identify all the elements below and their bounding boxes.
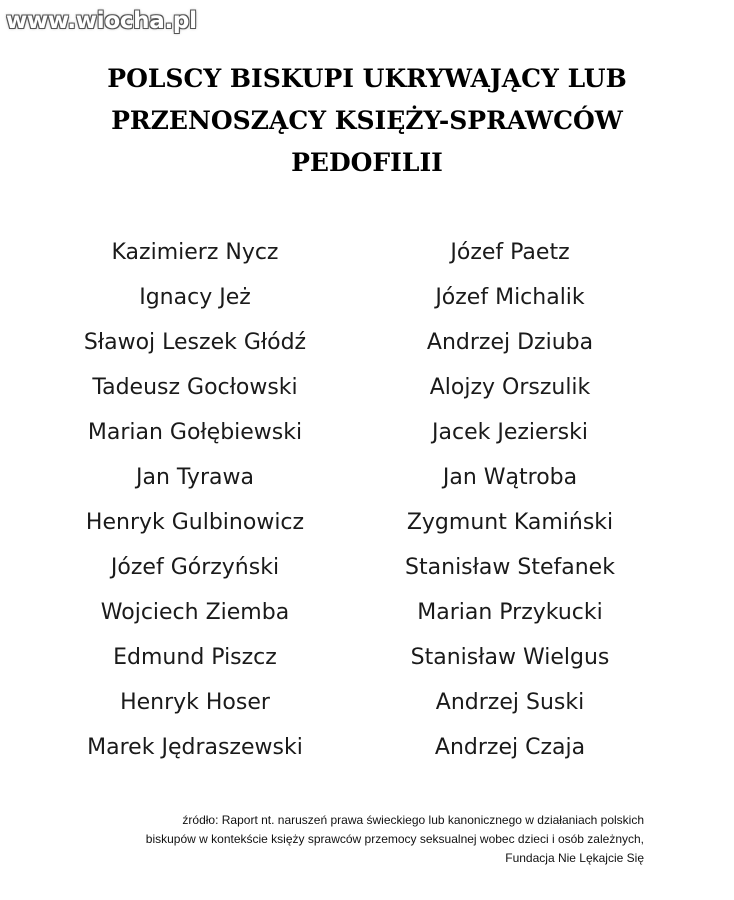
list-item: Józef Górzyński [110, 555, 280, 580]
list-item: Alojzy Orszulik [429, 375, 591, 400]
bishop-names-list [0, 230, 734, 770]
list-item: Andrzej Suski [435, 690, 585, 715]
list-item: Henryk Hoser [120, 690, 270, 715]
source-line-2: biskupów w kontekście księży sprawców przemocy seksualnej wobec dzieci i osób zależnych, [145, 832, 644, 846]
list-item: Sławoj Leszek Głódź [83, 330, 307, 355]
list-item: Andrzej Dziuba [426, 330, 594, 355]
list-item: Edmund Piszcz [113, 645, 277, 670]
list-item: Marek Jędraszewski [87, 735, 303, 760]
list-item: Andrzej Czaja [434, 735, 586, 760]
list-item: Jacek Jezierski [432, 420, 588, 445]
watermark-logo: www.wiocha.pl [6, 8, 197, 34]
names-column-right [360, 230, 660, 770]
list-item: Henryk Gulbinowicz [85, 510, 305, 535]
list-item: Marian Przykucki [417, 600, 603, 625]
list-item: Jan Tyrawa [136, 465, 254, 490]
title-line-1: POLSCY BISKUPI UKRYWAJĄCY LUB [107, 64, 627, 93]
document-title [60, 58, 674, 184]
names-column-left [45, 230, 345, 770]
list-item: Kazimierz Nycz [111, 240, 279, 265]
list-item: Marian Gołębiewski [87, 420, 303, 445]
list-item: Zygmunt Kamiński [406, 510, 614, 535]
title-line-3: PEDOFILII [291, 148, 443, 177]
list-item: Wojciech Ziemba [100, 600, 290, 625]
source-footnote [24, 811, 644, 868]
list-item: Ignacy Jeż [139, 285, 251, 310]
list-item: Stanisław Stefanek [405, 555, 615, 580]
source-line-1: źródło: Raport nt. naruszeń prawa świeckiego lub kanonicznego w działaniach polskich [182, 813, 644, 827]
list-item: Tadeusz Gocłowski [92, 375, 298, 400]
title-line-2: PRZENOSZĄCY KSIĘŻY-SPRAWCÓW [111, 106, 623, 135]
list-item: Jan Wątroba [442, 465, 578, 490]
source-line-3: Fundacja Nie Lękajcie Się [505, 851, 644, 865]
list-item: Stanisław Wielgus [410, 645, 610, 670]
list-item: Józef Michalik [435, 285, 585, 310]
list-item: Józef Paetz [450, 240, 570, 265]
